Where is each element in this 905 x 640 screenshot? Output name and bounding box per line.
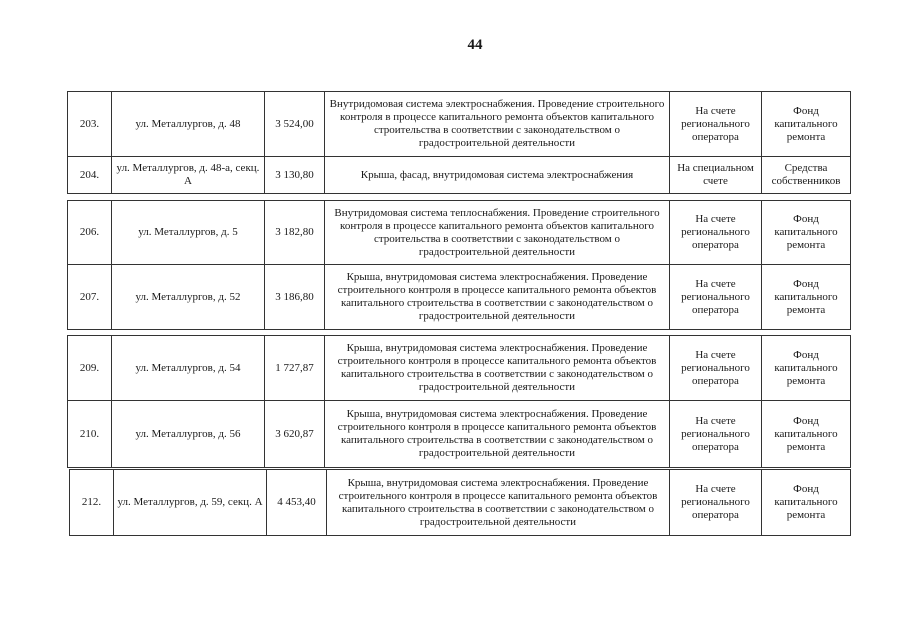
table-row: [68, 201, 851, 265]
row-address: ул. Металлургов, д. 59, секц. А: [114, 470, 267, 536]
row-address: ул. Металлургов, д. 48-а, секц. А: [112, 157, 265, 194]
row-address: ул. Металлургов, д. 5: [112, 201, 265, 265]
row-address: ул. Металлургов, д. 56: [112, 401, 265, 468]
row-account: На счете регионального оператора: [670, 92, 762, 157]
row-source: Средства собственников: [762, 157, 851, 194]
table-row: [68, 92, 851, 157]
row-source: Фонд капитального ремонта: [762, 401, 851, 468]
row-source: Фонд капитального ремонта: [762, 336, 851, 401]
row-works: Крыша, внутридомовая система электроснабжения. Проведение строительного контроля в процессе капитального ремонта объектов капитального строительства в соответствии с законодательством о градостроительной деятельности: [325, 336, 670, 401]
row-account: На счете регионального оператора: [670, 265, 762, 330]
row-works: Внутридомовая система электроснабжения. Проведение строительного контроля в процессе капитального ремонта объектов капитального строительства в соответствии с законодательством о градостроительной деятельности: [325, 92, 670, 157]
table-block-1: [67, 91, 851, 194]
page-number: 44: [467, 37, 483, 53]
row-address: ул. Металлургов, д. 48: [112, 92, 265, 157]
row-cost: 3 130,80: [265, 157, 325, 194]
row-account: На специальном счете: [670, 157, 762, 194]
row-works: Крыша, внутридомовая система электроснабжения. Проведение строительного контроля в процессе капитального ремонта объектов капитального строительства в соответствии с законодательством о градостроительной деятельности: [325, 265, 670, 330]
row-address: ул. Металлургов, д. 54: [112, 336, 265, 401]
row-source: Фонд капитального ремонта: [762, 265, 851, 330]
row-number: 206.: [68, 201, 112, 265]
row-account: На счете регионального оператора: [670, 470, 762, 536]
table-row: [68, 336, 851, 401]
row-number: 204.: [68, 157, 112, 194]
row-account: На счете регионального оператора: [670, 201, 762, 265]
row-cost: 1 727,87: [265, 336, 325, 401]
table-block-4: [69, 469, 851, 536]
row-works: Крыша, фасад, внутридомовая система электроснабжения: [325, 157, 670, 194]
row-number: 210.: [68, 401, 112, 468]
row-cost: 4 453,40: [267, 470, 327, 536]
row-works: Внутридомовая система теплоснабжения. Проведение строительного контроля в процессе капитального ремонта объектов капитального строительства в соответствии с законодательством о градостроительной деятельности: [325, 201, 670, 265]
row-account: На счете регионального оператора: [670, 336, 762, 401]
row-number: 212.: [70, 470, 114, 536]
table-block-2: [67, 200, 851, 330]
row-source: Фонд капитального ремонта: [762, 470, 851, 536]
row-cost: 3 620,87: [265, 401, 325, 468]
row-number: 209.: [68, 336, 112, 401]
row-number: 207.: [68, 265, 112, 330]
row-address: ул. Металлургов, д. 52: [112, 265, 265, 330]
row-works: Крыша, внутридомовая система электроснабжения. Проведение строительного контроля в процессе капитального ремонта объектов капитального строительства в соответствии с законодательством о градостроительной деятельности: [327, 470, 670, 536]
row-source: Фонд капитального ремонта: [762, 201, 851, 265]
table-row: [68, 265, 851, 330]
row-number: 203.: [68, 92, 112, 157]
row-cost: 3 182,80: [265, 201, 325, 265]
row-cost: 3 186,80: [265, 265, 325, 330]
table-row: [68, 157, 851, 194]
row-account: На счете регионального оператора: [670, 401, 762, 468]
row-works: Крыша, внутридомовая система электроснабжения. Проведение строительного контроля в процессе капитального ремонта объектов капитального строительства в соответствии с законодательством о градостроительной деятельности: [325, 401, 670, 468]
row-cost: 3 524,00: [265, 92, 325, 157]
row-source: Фонд капитального ремонта: [762, 92, 851, 157]
table-row: [70, 470, 851, 536]
table-row: [68, 401, 851, 468]
table-block-3: [67, 335, 851, 468]
